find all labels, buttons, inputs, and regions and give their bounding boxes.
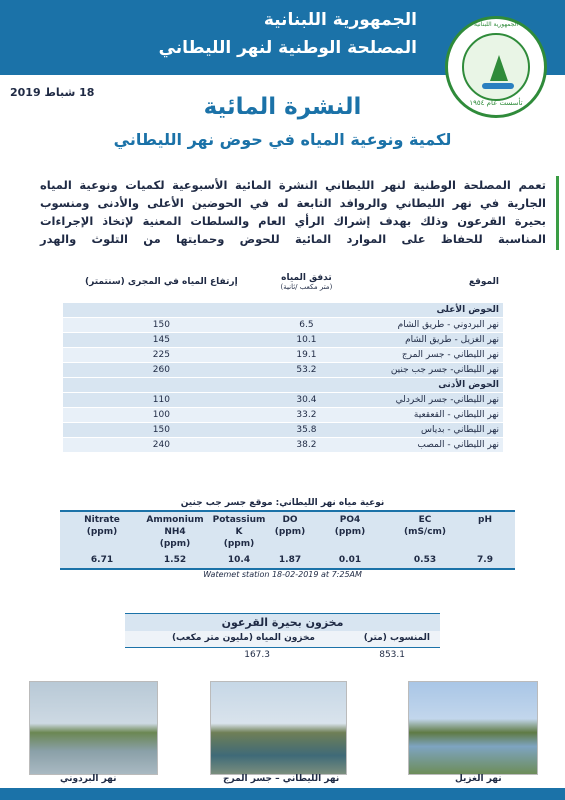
header-line: EC — [418, 515, 432, 525]
table-row — [63, 423, 503, 438]
location-cell: نهر البردوني - طريق الشام — [353, 318, 503, 333]
header-line: (ppm) — [223, 539, 255, 549]
table-row — [63, 393, 503, 408]
flow-cell: 6.5 — [260, 318, 353, 333]
level-cell: 225 — [63, 348, 260, 363]
level-cell: 240 — [63, 438, 260, 453]
flow-cell: 10.1 — [260, 333, 353, 348]
flow-cell: 19.1 — [260, 348, 353, 363]
photo-caption-middle: نهر الليطاني – جسر المرج — [223, 774, 340, 784]
intro-line: الجارية في نهر الليطاني والروافد التابعة له في الحوضين الأعلى والأدنى ومنسوب — [40, 196, 546, 210]
level-cell: 150 — [63, 423, 260, 438]
header-line: pH — [478, 515, 492, 525]
header-line: DO — [282, 515, 298, 525]
upper-basin-row — [63, 303, 503, 318]
do-value: 1.87 — [278, 555, 302, 565]
level-cell: 145 — [63, 333, 260, 348]
cedar-icon — [490, 55, 508, 81]
page-subtitle: لكمية ونوعية المياه في حوض نهر الليطاني — [113, 130, 452, 149]
col-flow-title: تدفق المياه — [281, 273, 332, 283]
station-note: Watemet station 18-02-2019 at 7:25AM — [203, 570, 362, 579]
location-cell: نهر الليطاني- جسر جب جنين — [353, 363, 503, 378]
photo-berdawni-river — [29, 681, 158, 775]
level-cell: 100 — [63, 408, 260, 423]
header-line: Potassium — [212, 515, 266, 525]
col-flow-header — [260, 262, 353, 303]
logo-ring-text: الجمهورية اللبنانية — [473, 21, 519, 28]
intro-line: بحيرة القرعون وذلك بهدف إشراك الرأي العام والسلطات المعنية لإتخاذ الإجراءات — [40, 214, 546, 228]
header-line: (ppm) — [159, 539, 191, 549]
reservoir-storage-header: مخزون المياه (مليون متر مكعب) — [171, 633, 315, 643]
quality-header-do — [270, 514, 310, 538]
page-title: النشرة المائية — [203, 94, 362, 120]
table-row — [63, 363, 503, 378]
location-cell: نهر الليطاني - القعقعية — [353, 408, 503, 423]
river-icon — [482, 83, 514, 89]
table-row — [63, 438, 503, 453]
footer-bar — [0, 788, 565, 800]
potassium-value: 10.4 — [227, 555, 251, 565]
reservoir-level-header: المنسوب (متر) — [363, 633, 430, 643]
quality-header-potassium — [208, 514, 270, 550]
location-cell: نهر الغزيل - طريق الشام — [353, 333, 503, 348]
table-row — [63, 333, 503, 348]
photo-caption-right: نهر الغزيل — [455, 774, 502, 784]
quality-header-nitrate — [72, 514, 132, 538]
header-line: Ammonium — [146, 515, 204, 525]
flow-cell: 30.4 — [260, 393, 353, 408]
flow-cell: 33.2 — [260, 408, 353, 423]
location-cell: نهر الليطاني - بدياس — [353, 423, 503, 438]
table-row — [63, 348, 503, 363]
location-cell: نهر الليطاني - المصب — [353, 438, 503, 453]
reservoir-storage-value: 167.3 — [244, 650, 270, 660]
reservoir-title: مخزون بحيرة القرعون — [125, 613, 440, 632]
level-cell: 150 — [63, 318, 260, 333]
level-cell: 110 — [63, 393, 260, 408]
location-cell: نهر الليطاني- جسر الخردلي — [353, 393, 503, 408]
header-line: (mS/cm) — [403, 527, 447, 537]
photo-caption-left: نهر البردوني — [60, 774, 117, 784]
reservoir-table — [125, 631, 440, 661]
table-row — [63, 408, 503, 423]
ph-value: 7.9 — [477, 555, 493, 565]
photo-litani-marj-bridge — [210, 681, 347, 775]
header-line: K — [235, 527, 243, 537]
ec-value: 0.53 — [413, 555, 437, 565]
flow-cell: 35.8 — [260, 423, 353, 438]
upper-basin-label: الحوض الأعلى — [63, 303, 503, 318]
col-location-header: الموقع — [353, 262, 503, 303]
reservoir-level-value: 853.1 — [379, 650, 405, 660]
nitrate-value: 6.71 — [90, 555, 114, 565]
col-flow-unit: (متر مكعب /ثانية) — [280, 283, 333, 291]
quality-table — [60, 510, 515, 570]
header-line: Nitrate — [84, 515, 120, 525]
header-line-2: المصلحة الوطنية لنهر الليطاني — [158, 38, 417, 58]
ammonium-value: 1.52 — [163, 555, 187, 565]
quality-header-ammonium — [140, 514, 210, 550]
quality-header-ph — [470, 514, 500, 526]
table-header-row — [63, 262, 503, 303]
quality-caption: نوعية مياه نهر الليطاني: موقع جسر جب جنين — [180, 498, 385, 508]
quality-header-ec — [395, 514, 455, 538]
flow-cell: 53.2 — [260, 363, 353, 378]
intro-line: المناسبة للحفاظ على الموارد المائية للحوض وحمايتها من التلوث والهدر — [40, 232, 546, 246]
col-level-header: إرتفاع المياه في المجرى (سنتمتر) — [63, 262, 260, 303]
quality-header-po4 — [328, 514, 372, 538]
flow-table — [63, 262, 503, 453]
logo-emblem — [462, 33, 530, 101]
header-line: (ppm) — [86, 527, 118, 537]
po4-value: 0.01 — [338, 555, 362, 565]
lower-basin-row — [63, 378, 503, 393]
intro-line: تعمم المصلحة الوطنية لنهر الليطاني النشرة المائية الأسبوعية لكميات ونوعية المياه — [40, 178, 546, 192]
bulletin-date: 18 شباط 2019 — [10, 86, 95, 99]
header-line: (ppm) — [274, 527, 306, 537]
table-row — [63, 318, 503, 333]
header-line: NH4 — [164, 527, 186, 537]
header-line-1: الجمهورية اللبنانية — [263, 10, 417, 30]
header-line: (ppm) — [334, 527, 366, 537]
lower-basin-label: الحوض الأدنى — [63, 378, 503, 393]
header-line: PO4 — [339, 515, 361, 525]
photo-ghzayel-river — [408, 681, 538, 775]
level-cell: 260 — [63, 363, 260, 378]
intro-paragraph — [40, 176, 559, 250]
location-cell: نهر الليطاني - جسر المرج — [353, 348, 503, 363]
logo-established-text: تأسست عام ١٩٥٤ — [469, 99, 523, 107]
flow-cell: 38.2 — [260, 438, 353, 453]
